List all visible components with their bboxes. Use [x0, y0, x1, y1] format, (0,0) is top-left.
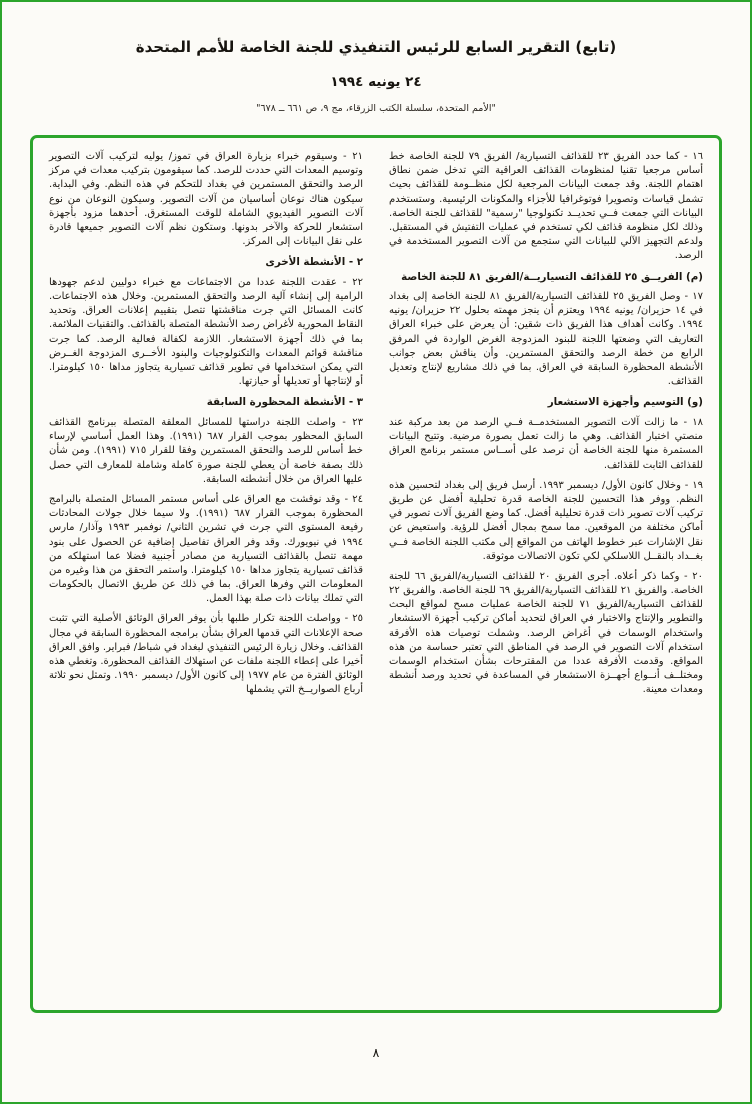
content-frame [30, 135, 722, 1013]
paragraph-16: ١٦ - كما حدد الفريق ٢٣ للقذائف التسيارية/ الفريق ٧٩ للجنة الخاصة خط أساس مرجعيا تقنيا لمنظومات القذائف العراقية التي تدخل ضمن نطاق اهتمام اللجنة. وقد جمعت البيانات المرجعية لكل منظــومة للقذائف بحيث تشمل قياسات وتصويرا فوتوغرافيا للأجزاء والمكونات الرئيسية. وستستخدم البيانات التي جمعت فــي تحديــد تكنولوجيا "رسمية" للقذائف للجنة الخاصة. وذلك لكل منظومة قذائف لكي تستخدم في عمليات التفتيش في المستقبل. ولدعم التجهيز الآلي للبيانات التي ستجمع من آلات التصوير المستخدمة في الرصد. [389, 151, 703, 262]
heading-missile-team-25: (م) الفريــق ٢٥ للقذائف التسياريــة/الفريق ٨١ للجنة الخاصة [401, 270, 703, 283]
paragraph-23: ٢٣ - واصلت اللجنة دراستها للمسائل المعلقة المتصلة ببرنامج القذائف السابق المحظور بموجب القرار ٦٨٧ (١٩٩١). وهذا العمل أساسي لإرساء خط أساس للرصد والتحقق المستمرين وفقا للقرار ٧١٥ (١٩٩١). ومن شأن ذلك بصفة خاصة أن يعطي للجنة صورة كاملة وشاملة للمعارف التي حصل عليها العراق من خلال أنشطته السابقة. [49, 417, 363, 485]
document-header [2, 2, 750, 114]
paragraph-18: ١٨ - ما زالت آلات التصوير المستخدمــة فــي الرصد من بعد مركبة عند منصتي اختبار القذائف. وهي ما زالت تعمل بصورة مرضية. وتتيح البيانات المستمرة منها للجنة الخاصة أن ترصد على أســاس مستمر برنامج العراق للقذائف الثابت للقذائف. [389, 417, 703, 471]
document-date: ٢٤ يونيه ١٩٩٤ [330, 73, 422, 90]
page-footer [2, 1045, 750, 1060]
paragraph-22: ٢٢ - عقدت اللجنة عددا من الاجتماعات مع خبراء دوليين لدعم جهودها الرامية إلى إنشاء آلية الرصد والتحقق المستمرين. وخلال هذه الاجتماعات. كانت المسائل التي جرت مناقشتها تتصل بتقييم إعلانات العراق. وتحديد النقاط المحورية لأغراض رصد الأنشطة المتصلة بالقذائف. والتقنيات الملائمة. بما في ذلك أجهزة الاستشعار. اللازمة لكفالة فعالية الرصد. كما جرت مناقشة قوائم المعدات والتكنولوجيات والبنود الأخــرى المزدوجة الغــرض التي يمكن استخدامها في تطوير قذائف تسيارية يتجاوز مداها ١٥٠ كيلومترا. أو لإنتاجها أو تعديلها أو حيازتها. [49, 276, 363, 388]
two-column-text [49, 150, 703, 1000]
paragraph-24: ٢٤ - وقد نوقشت مع العراق على أساس مستمر المسائل المتصلة بالبرامج المحظورة بموجب القرار ٦٨٧ (١٩٩١). ولا سيما خلال جولات المحادثات رفيعة المستوى التي جرت في تشرين الثاني/ نوفمبر ١٩٩٣ وآذار/ مارس ١٩٩٤ في نيويورك. وقد وفر العراق تفاصيل إضافية عن الحصول على بنود مهمة تتصل بالقذائف التسيارية من مصادر أجنبية فضلا عما استهلكه من قذائف تسيارية يتجاوز مداها ١٥٠ كيلومترا. واستمر التحقق من هذا وغيره من المعلومات التي وفرها العراق. بما في ذلك عن طريق الاتصال بالحكومات التي تملك بيانات ذات صلة بهذا العمل. [49, 493, 363, 605]
heading-tagging-sensors: (و) التوسيم وأجهزة الاستشعار [547, 396, 703, 409]
paragraph-21: ٢١ - وسيقوم خبراء بزيارة العراق في تموز/ يوليه لتركيب آلات التصوير وتوسيم المعدات التي حددت للرصد. كما سيقومون بتركيب معدات في مركز الرصد والتحقق المستمرين في بغداد للتحكم في هذه النظم. وفي البداية. سيكون هناك نوعان أساسيان من آلات التصوير. وسيكون النوعان من نوع آلات التصوير الفيديوي الشاملة للوقت المستغرق. أحدهما مزود بأجهزة استشعار للحركة والآخر بدونها. وستكون نظم آلات التصوير جميعها قادرة على نقل البيانات إلى المركز. [49, 151, 363, 248]
heading-past-prohibited-activities: ٣ - الأنشطة المحظورة السابقة [206, 396, 363, 409]
paragraph-20: ٢٠ - وكما ذكر أعلاه. أجرى الفريق ٢٠ للقذائف التسيارية/الفريق ٦٦ للجنة الخاصة. والفريق ٢١ للقذائف التسيارية/الفريق ٦٩ للجنة الخاصة. والفريق ٢٢ للقذائف التسيارية/الفريق ٧١ للجنة الخاصة عمليات مسح لمواقع البحث والتطوير والإنتاج والاختبار في العراق لتحديد أماكن تركيب أجهزة الاستشعار واستخدام الوسمات في أغراض الرصد. وشملت توصيات هذه الأفرقة استخدام آلات التصوير في الرصد في المناطق التي تعتبر حساسة من هذه المواقع. وقدمت الأفرقة عددا من المقترحات بشأن استخدام الوسمات ومختلــف أنــواع أجهــزة الاستشعار في المساعدة في تحديد ورصد أنشطة ومعدات معينة. [389, 570, 704, 696]
document-source-note: "الأمم المتحدة، سلسلة الكتب الزرقاء، مج ٩، ص ٦٦١ ــ ٦٧٨" [256, 102, 496, 114]
column-left [49, 150, 363, 1000]
paragraph-25: ٢٥ - وواصلت اللجنة تكرار طلبها بأن يوفر العراق الوثائق الأصلية التي تثبت صحة الإعلانات التي قدمها العراق بشأن برامجه المحظورة السابقة في مجال القذائف. وخلال زيارة الرئيس التنفيذي لبغداد في شباط/ فبراير. وافق العراق أخيرا على إعطاء اللجنة ملفات عن استهلاك القذائف المحظورة. وتغطي هذه الوثائق الفترة من عام ١٩٧٧ إلى كانون الأول/ ديسمبر ١٩٩٠. وتمثل نحو ثلاثة أرباع الصواريــخ التي يشملها [49, 613, 364, 696]
page-number: ٨ [372, 1045, 380, 1060]
document-title: (تابع) التقرير السابع للرئيس التنفيذي للجنة الخاصة للأمم المتحدة [135, 38, 617, 56]
column-right [389, 150, 703, 1000]
heading-other-activities: ٢ - الأنشطة الأخرى [265, 256, 363, 269]
paragraph-17: ١٧ - وصل الفريق ٢٥ للقذائف التسيارية/الفريق ٨١ للجنة الخاصة إلى بغداد في ١٤ حزيران/ يونيه ١٩٩٤ ويعتزم أن ينجز مهمته بحلول ٢٢ حزيران/ يونيه ١٩٩٤. وكانت أهداف هذا الفريق ذات شقين: أن يعرض على خبراء العراق التعاريف التي وضعتها اللجنة للبنود المزدوجة الغرض الواردة في المرفق الرابع من خطة الرصد والتحقق المستمرين. وأن يناقش بعض جوانب الأنشطة المحظورة السابقة في العراق. بما في ذلك مشاريع لإنتاج وتعديل القذائف. [389, 291, 703, 388]
paragraph-19: ١٩ - وخلال كانون الأول/ ديسمبر ١٩٩٣. أرسل فريق إلى بغداد لتحسين هذه النظم. ووفر هذا التحسين للجنة الخاصة قدرة تحليلية أفضل عن طريق تركيب آلات تصوير ذات قدرة تحليلية أفضل. كما وضع الفريق آلات تصوير في أماكن مختلفة من الموقعين. مما سمح بمجال أفضل للرؤية. واستعيض عن نقل الإشارات عبر خطوط الهاتف من المواقع إلى مكتب اللجنة الخاصة فــي بغــداد بالنقــل اللاسلكي لكي تكون الاتصالات موثوقة. [389, 479, 703, 562]
